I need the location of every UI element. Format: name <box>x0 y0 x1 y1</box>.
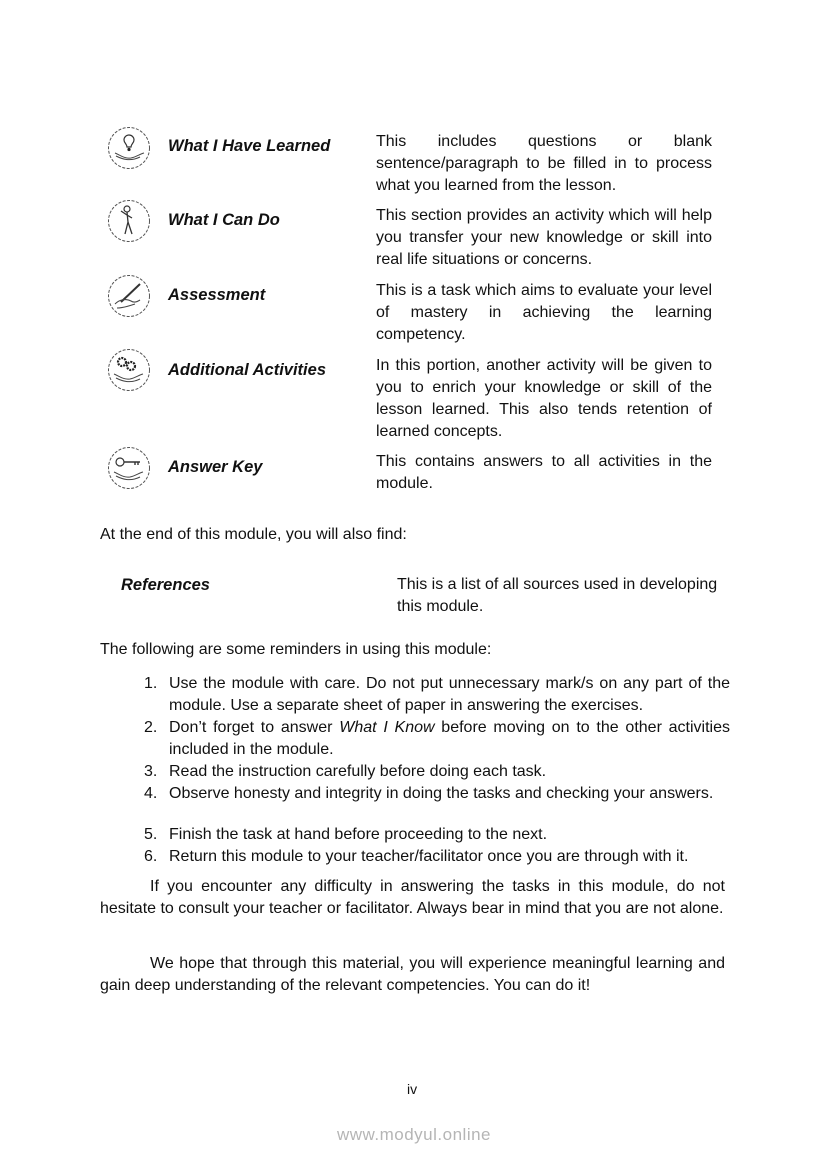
section-description: This is a task which aims to evaluate your level of mastery in achieving the learning competency. <box>376 282 712 343</box>
section-label: Assessment <box>168 286 266 304</box>
list-text: Return this module to your teacher/facilitator once you are through with it. <box>169 848 689 865</box>
list-item <box>144 761 730 783</box>
references-label: References <box>121 576 210 594</box>
reminders-intro-text: The following are some reminders in using this module: <box>100 641 492 658</box>
list-number: 3. <box>144 763 158 780</box>
key-hand-icon <box>107 446 151 490</box>
section-description: This contains answers to all activities in the module. <box>376 453 712 492</box>
watermark: www.modyul.online <box>337 1125 492 1144</box>
list-text: Observe honesty and integrity in doing the tasks and checking your answers. <box>169 785 714 802</box>
list-item <box>144 717 730 761</box>
closing-paragraph: If you encounter any difficulty in answering the tasks in this module, do not hesitate to consult your teacher or facilitator. Always bear in mind that you are not alone. <box>100 878 725 917</box>
list-item <box>144 673 730 717</box>
closing-paragraph: We hope that through this material, you will experience meaningful learning and gain deep understanding of the relevant competencies. You can do it! <box>100 955 725 994</box>
list-item <box>144 846 730 868</box>
list-text: Read the instruction carefully before doing each task. <box>169 763 547 780</box>
list-number: 4. <box>144 785 158 802</box>
list-text: Use the module with care. Do not put unnecessary mark/s on any part of the module. Use a separate sheet of paper in answering the exercises. <box>169 675 730 714</box>
list-item <box>144 824 730 846</box>
section-label: What I Can Do <box>168 211 280 229</box>
gears-hand-icon <box>107 348 151 392</box>
what-i-know-emphasis: What I Know <box>339 719 435 736</box>
section-description: This section provides an activity which will help you transfer your new knowledge or skill into real life situations or concerns. <box>376 207 712 268</box>
page-number: iv <box>407 1081 418 1097</box>
lightbulb-hand-icon <box>107 126 151 170</box>
list-text <box>169 717 730 761</box>
pen-writing-hand-icon <box>107 274 151 318</box>
section-label: Additional Activities <box>168 361 326 379</box>
list-text-part: Don’t forget to answer <box>169 719 340 736</box>
list-number: 1. <box>144 675 158 692</box>
list-number: 6. <box>144 848 158 865</box>
section-label: Answer Key <box>168 458 263 476</box>
reminders-list <box>144 673 730 873</box>
end-intro-text: At the end of this module, you will also find: <box>100 526 407 543</box>
list-item <box>144 783 730 804</box>
list-number: 2. <box>144 719 158 736</box>
references-description: This is a list of all sources used in developing this module. <box>397 576 718 615</box>
section-label: What I Have Learned <box>168 137 331 155</box>
section-description: This includes questions or blank sentence/paragraph to be filled in to process what you learned from the lesson. <box>376 133 712 194</box>
person-reaching-icon <box>107 199 151 243</box>
list-text: Finish the task at hand before proceeding to the next. <box>169 826 548 843</box>
list-text-part: before moving on to the other activities included in the module. <box>169 719 730 758</box>
section-description: In this portion, another activity will be given to you to enrich your knowledge or skill of the lesson learned. This also tends retention of learned concepts. <box>376 357 712 440</box>
list-number: 5. <box>144 826 158 843</box>
